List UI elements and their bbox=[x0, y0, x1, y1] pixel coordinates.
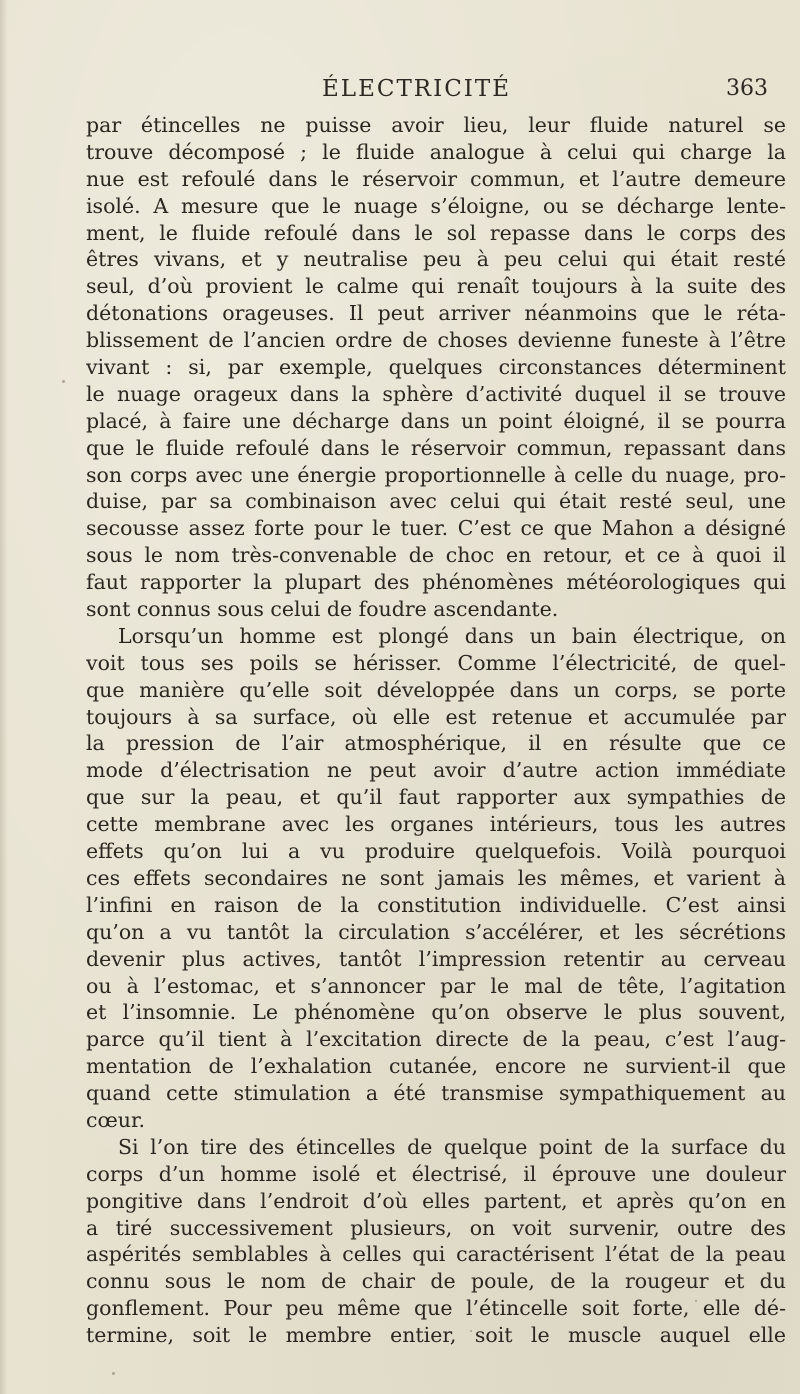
text-line: placé, à faire une décharge dans un point éloigné, il se pourra bbox=[86, 408, 786, 433]
text-line: ces effets secondaires ne sont jamais les mêmes, et varient à bbox=[86, 865, 786, 890]
text-line: et l’insomnie. Le phénomène qu’on observe le plus souvent, bbox=[86, 1000, 786, 1025]
text-line: toujours à sa surface, où elle est retenue et accumulée par bbox=[86, 704, 786, 729]
text-line: par étincelles ne puisse avoir lieu, leur fluide naturel se bbox=[86, 113, 786, 137]
text-line: devenir plus actives, tantôt l’impression retentir au cerveau bbox=[86, 946, 786, 971]
text-line: vivant : si, par exemple, quelques circonstances déterminent bbox=[86, 355, 786, 380]
text-line: termine, soit le membre entier, soit le muscle auquel elle bbox=[86, 1323, 786, 1348]
text-line: que manière qu’elle soit développée dans un corps, se porte bbox=[86, 677, 786, 702]
text-line: sous le nom très-convenable de choc en retour, et ce à quoi il bbox=[86, 543, 786, 568]
text-line: a tiré successivement plusieurs, on voit survenir, outre des bbox=[86, 1215, 786, 1240]
paper-speck bbox=[112, 1372, 115, 1375]
text-line: ou à l’estomac, et s’annoncer par le mal de tête, l’agitation bbox=[86, 973, 786, 998]
running-title: ÉLECTRICITÉ bbox=[322, 76, 512, 102]
text-line: son corps avec une énergie proportionnelle à celle du nuage, pro- bbox=[86, 462, 786, 487]
text-line: mode d’électrisation ne peut avoir d’autre action immédiate bbox=[86, 758, 786, 783]
paragraph-start-line: Lorsqu’un homme est plongé dans un bain électrique, on bbox=[118, 623, 786, 648]
text-line: ment, le fluide refoulé dans le sol repasse dans le corps des bbox=[86, 220, 786, 245]
text-line: cette membrane avec les organes intérieurs, tous les autres bbox=[86, 812, 786, 837]
text-line: que le fluide refoulé dans le réservoir commun, repassant dans bbox=[86, 435, 786, 460]
paper-speck bbox=[470, 1330, 472, 1332]
paper-speck bbox=[695, 1300, 697, 1302]
paragraph-end-line: cœur. bbox=[86, 1107, 146, 1132]
body-text bbox=[86, 112, 786, 1349]
text-line: faut rapporter la plupart des phénomènes météorologiques qui bbox=[86, 570, 786, 595]
text-line: isolé. A mesure que le nuage s’éloigne, ou se décharge lente- bbox=[86, 193, 786, 218]
paragraph-end-line: sont connus sous celui de foudre ascendante. bbox=[86, 597, 559, 622]
text-line: mentation de l’exhalation cutanée, encore ne survient-il que bbox=[86, 1054, 786, 1079]
text-line: gonflement. Pour peu même que l’étincelle soit forte, elle dé- bbox=[86, 1296, 786, 1321]
page-number: 363 bbox=[726, 76, 768, 101]
text-line: duise, par sa combinaison avec celui qui était resté seul, une bbox=[86, 489, 786, 514]
text-line: seul, d’où provient le calme qui renaît toujours à la suite des bbox=[86, 274, 786, 299]
text-line: aspérités semblables à celles qui caractérisent l’état de la peau bbox=[86, 1242, 786, 1267]
text-line: secousse assez forte pour le tuer. C’est ce que Mahon a désigné bbox=[86, 516, 786, 541]
text-line: quand cette stimulation a été transmise sympathiquement au bbox=[86, 1081, 786, 1106]
page-header bbox=[86, 76, 786, 110]
text-line: corps d’un homme isolé et électrisé, il éprouve une douleur bbox=[86, 1161, 786, 1186]
text-line: voit tous ses poils se hérisser. Comme l’électricité, de quel- bbox=[86, 650, 786, 675]
text-line: êtres vivans, et y neutralise peu à peu celui qui était resté bbox=[86, 247, 786, 272]
text-line: trouve décomposé ; le fluide analogue à celui qui charge la bbox=[86, 139, 786, 164]
paper-speck bbox=[62, 380, 65, 383]
text-line: que sur la peau, et qu’il faut rapporter aux sympathies de bbox=[86, 785, 786, 810]
text-line: nue est refoulé dans le réservoir commun, et l’autre demeure bbox=[86, 166, 786, 191]
text-line: blissement de l’ancien ordre de choses devienne funeste à l’être bbox=[86, 328, 786, 353]
text-line: la pression de l’air atmosphérique, il en résulte que ce bbox=[86, 731, 786, 756]
text-line: qu’on a vu tantôt la circulation s’accélérer, et les sécrétions bbox=[86, 919, 786, 944]
text-line: le nuage orageux dans la sphère d’activité duquel il se trouve bbox=[86, 381, 786, 406]
text-line: pongitive dans l’endroit d’où elles partent, et après qu’on en bbox=[86, 1188, 786, 1213]
text-line: détonations orageuses. Il peut arriver néanmoins que le réta- bbox=[86, 301, 786, 326]
text-line: connu sous le nom de chair de poule, de la rougeur et du bbox=[86, 1269, 786, 1294]
page-edge-shadow bbox=[0, 0, 8, 1394]
text-line: parce qu’il tient à l’excitation directe de la peau, c’est l’aug- bbox=[86, 1027, 786, 1052]
text-line: l’infini en raison de la constitution individuelle. C’est ainsi bbox=[86, 892, 786, 917]
paragraph-start-line: Si l’on tire des étincelles de quelque point de la surface du bbox=[118, 1134, 786, 1159]
text-line: effets qu’on lui a vu produire quelquefois. Voilà pourquoi bbox=[86, 839, 786, 864]
